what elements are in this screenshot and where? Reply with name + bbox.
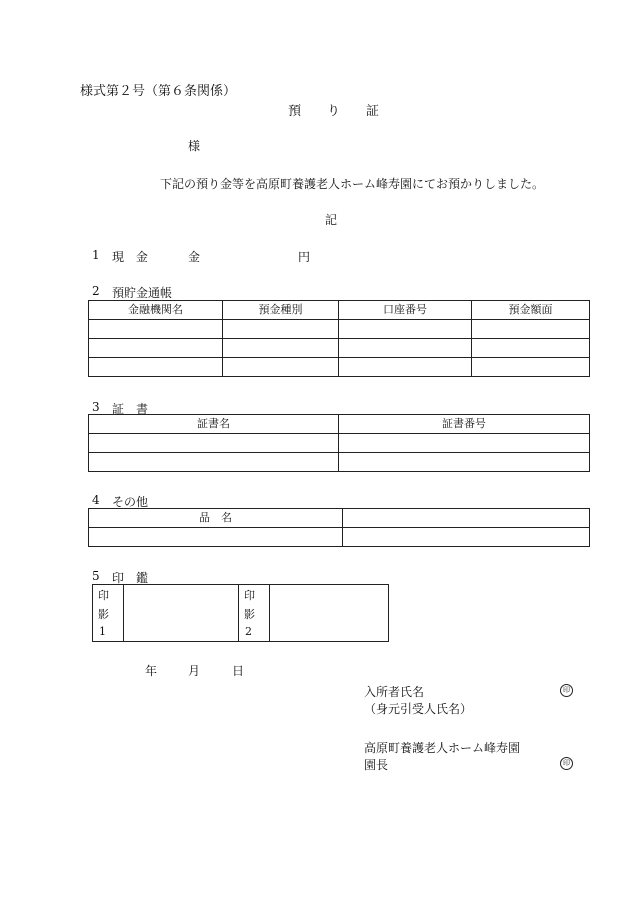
section5-number: 5 [92, 569, 100, 583]
director-label: 園長 [364, 758, 389, 772]
seal2-char-3: 2 [245, 625, 252, 638]
header-blank [343, 509, 590, 528]
table-cell[interactable] [223, 339, 339, 358]
section3-label: 証 書 [112, 402, 149, 416]
table-cell[interactable] [472, 339, 590, 358]
table-row [89, 358, 590, 377]
table-row [89, 320, 590, 339]
section5-label: 印 鑑 [112, 571, 149, 585]
ki-heading: 記 [325, 213, 338, 227]
header-deposit-amount: 預金額面 [472, 301, 590, 320]
seal1-char-3: 1 [99, 625, 106, 638]
table-row [89, 453, 590, 472]
section2-number: 2 [92, 284, 100, 298]
header-bank-name: 金融機関名 [89, 301, 223, 320]
table-row [89, 339, 590, 358]
table-cell[interactable] [472, 320, 590, 339]
seal-stamp-icon: 印 [560, 684, 573, 697]
seal1-char-1: 印 [98, 589, 109, 602]
page-title: 預 り 証 [288, 104, 380, 119]
table-cell[interactable] [343, 528, 590, 547]
header-certificate-name: 証書名 [89, 415, 339, 434]
seal2-char-2: 影 [244, 608, 255, 621]
table-cell[interactable] [89, 434, 339, 453]
seal-stamp-icon: 印 [560, 757, 573, 770]
table-cell[interactable] [89, 320, 223, 339]
table-row [89, 528, 590, 547]
seal1-area[interactable] [123, 585, 239, 641]
date-year: 年 [145, 664, 158, 678]
facility-name: 高原町養護老人ホーム峰寿園 [364, 741, 521, 755]
certificate-table [88, 414, 590, 472]
table-cell[interactable] [223, 358, 339, 377]
section1-number: 1 [92, 248, 100, 262]
seal1-char-2: 影 [98, 608, 109, 621]
table-row [89, 434, 590, 453]
table-cell[interactable] [89, 358, 223, 377]
certificate-header-row [89, 415, 590, 434]
passbook-table [88, 300, 590, 377]
table-cell[interactable] [223, 320, 339, 339]
date-month: 月 [188, 664, 201, 678]
header-account-number: 口座番号 [339, 301, 472, 320]
table-cell[interactable] [89, 528, 343, 547]
header-item-name: 品 名 [89, 509, 343, 528]
section1-yen: 円 [298, 250, 311, 264]
table-cell[interactable] [89, 453, 339, 472]
guarantor-name-label: （身元引受人氏名） [364, 702, 473, 716]
section1-kin: 金 [188, 250, 201, 264]
date-day: 日 [232, 664, 245, 678]
form-number: 様式第２号（第６条関係） [80, 84, 237, 99]
table-cell[interactable] [89, 339, 223, 358]
intro-text: 下記の預り金等を高原町養護老人ホーム峰寿園にてお預かりしました。 [160, 177, 545, 191]
section2-label: 預貯金通帳 [112, 286, 173, 300]
addressee-suffix: 様 [188, 139, 201, 153]
section1-label: 現 金 [112, 250, 152, 264]
passbook-header-row [89, 301, 590, 320]
seal2-char-1: 印 [244, 589, 255, 602]
table-cell[interactable] [339, 453, 590, 472]
header-deposit-type: 預金種別 [223, 301, 339, 320]
table-cell[interactable] [339, 358, 472, 377]
resident-name-label: 入所者氏名 [364, 685, 425, 699]
section3-number: 3 [92, 400, 100, 414]
other-items-header-row [89, 509, 590, 528]
section4-number: 4 [92, 493, 100, 507]
other-items-table [88, 508, 590, 547]
table-cell[interactable] [472, 358, 590, 377]
header-certificate-number: 証書番号 [339, 415, 590, 434]
table-cell[interactable] [339, 339, 472, 358]
table-cell[interactable] [339, 434, 590, 453]
section4-label: その他 [112, 495, 149, 509]
seal-impression-box [92, 584, 389, 642]
table-cell[interactable] [339, 320, 472, 339]
